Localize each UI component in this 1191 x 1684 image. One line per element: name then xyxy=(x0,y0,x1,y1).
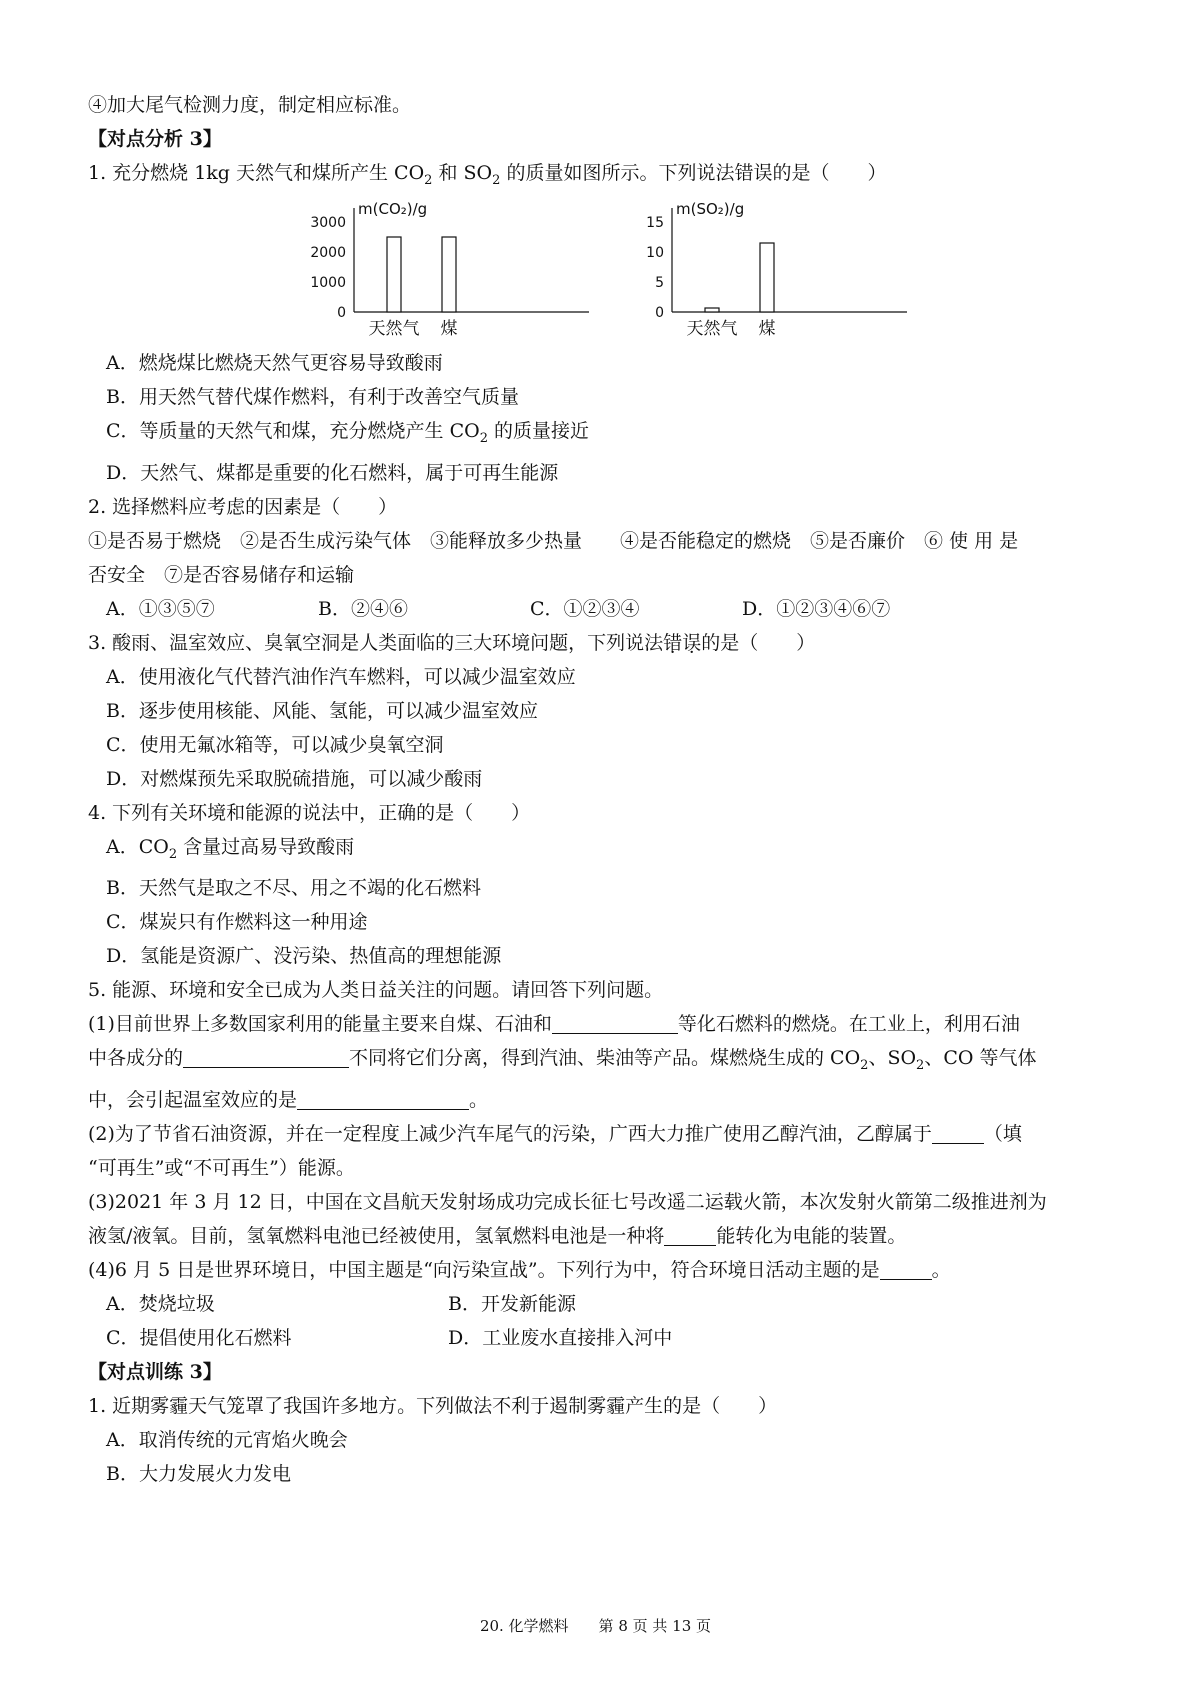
option-c: C．使用无氟冰箱等，可以减少臭氧空洞 xyxy=(106,733,444,756)
bar xyxy=(705,308,719,312)
option-c: C．①②③④ xyxy=(530,597,640,620)
training-question-1: 1. 近期雾霾天气笼罩了我国许多地方。下列做法不利于遏制雾霾产生的是（ ） xyxy=(88,1395,778,1418)
category-label: 天然气 xyxy=(368,318,420,339)
category-label: 天然气 xyxy=(686,318,738,339)
question-5-options xyxy=(88,1287,1128,1321)
question-5-part-3: (3)2021 年 3 月 12 日，中国在文昌航天发射场成功完成长征七号改遥二运载火箭，本次发射火箭第二级推进剂为 xyxy=(88,1191,1047,1214)
section-heading-analysis: 【对点分析 3】 xyxy=(88,128,222,150)
category-label: 煤 xyxy=(440,318,458,339)
question-4: 4. 下列有关环境和能源的说法中，正确的是（ ） xyxy=(88,801,531,824)
category-label: 煤 xyxy=(758,318,776,339)
y-axis-label: m(CO₂)/g xyxy=(358,199,428,218)
answer-blank[interactable] xyxy=(552,1011,678,1034)
y-tick-label: 1000 xyxy=(310,274,346,291)
question-5-part-4: (4)6 月 5 日是世界环境日，中国主题是“向污染宣战”。下列行为中，符合环境日活动主题的是 。 xyxy=(88,1259,951,1282)
y-axis-label: m(SO₂)/g xyxy=(676,199,745,218)
y-tick-label: 2000 xyxy=(310,244,346,261)
page-footer: 20. 化学燃料 第 8 页 共 13 页 xyxy=(479,1617,712,1635)
option-c: C．提倡使用化石燃料 xyxy=(106,1327,292,1350)
question-3: 3. 酸雨、温室效应、臭氧空洞是人类面临的三大环境问题，下列说法错误的是（ ） xyxy=(88,631,816,654)
answer-blank[interactable] xyxy=(664,1223,716,1246)
bar-charts xyxy=(88,198,1128,346)
option-b: B．开发新能源 xyxy=(448,1293,576,1316)
y-tick-label: 3000 xyxy=(310,214,346,231)
option-c: C．等质量的天然气和煤，充分燃烧产生 $CO_2$ 的质量接近 xyxy=(106,419,590,446)
co2-bar-chart xyxy=(299,200,599,340)
question-5-options xyxy=(88,1321,1128,1355)
option-a: A．燃烧煤比燃烧天然气更容易导致酸雨 xyxy=(106,351,443,374)
option-b: B．天然气是取之不尽、用之不竭的化石燃料 xyxy=(106,877,481,900)
question-1: 1. 充分燃烧 1kg 天然气和煤所产生 $CO_2$ 和 $SO_2$ 的质量如图所示。下列说法错误的是（ ） xyxy=(88,162,887,188)
document-page xyxy=(88,88,1128,1491)
question-2: 2. 选择燃料应考虑的因素是（ ） xyxy=(88,495,398,518)
question-5-part-1-cont: 中各成分的 不同将它们分离，得到汽油、柴油等产品。煤燃烧生成的 $CO_2$、$SO_2$、CO 等气体 xyxy=(88,1047,1037,1074)
option-b: B．用天然气替代煤作燃料，有利于改善空气质量 xyxy=(106,385,519,408)
text-line: ④加大尾气检测力度，制定相应标准。 xyxy=(88,94,412,116)
y-tick-label: 5 xyxy=(655,274,664,291)
question-2-items: ①是否易于燃烧 ②是否生成污染气体 ③能释放多少热量 ④是否能稳定的燃烧 ⑤是否廉价 ⑥ 使 用 是 xyxy=(88,529,1019,552)
option-a: A．①③⑤⑦ xyxy=(106,597,215,620)
question-2-options xyxy=(88,592,1128,626)
option-d: D．工业废水直接排入河中 xyxy=(448,1327,673,1350)
bar xyxy=(760,243,774,312)
y-tick-label: 0 xyxy=(655,304,664,321)
option-d: D．天然气、煤都是重要的化石燃料，属于可再生能源 xyxy=(106,461,559,484)
option-b: B．②④⑥ xyxy=(318,597,408,620)
question-5-part-1-cont: 中，会引起温室效应的是 。 xyxy=(88,1089,489,1112)
section-heading-training: 【对点训练 3】 xyxy=(88,1361,222,1384)
question-5-part-2-cont: “可再生”或“不可再生”）能源。 xyxy=(88,1157,355,1180)
option-a: A．使用液化气代替汽油作汽车燃料，可以减少温室效应 xyxy=(106,665,576,688)
y-tick-label: 10 xyxy=(646,244,664,261)
option-a: A．取消传统的元宵焰火晚会 xyxy=(106,1429,348,1452)
question-5-part-1: (1)目前世界上多数国家利用的能量主要来自煤、石油和 等化石燃料的燃烧。在工业上，利用石油 xyxy=(88,1013,1020,1036)
question-5-part-3-cont: 液氢/液氧。目前，氢氧燃料电池已经被使用，氢氧燃料电池是一种将 能转化为电能的装置。 xyxy=(88,1225,907,1248)
option-a: A．焚烧垃圾 xyxy=(106,1293,215,1316)
answer-blank[interactable] xyxy=(297,1087,469,1110)
answer-blank[interactable] xyxy=(932,1121,984,1144)
option-c: C．煤炭只有作燃料这一种用途 xyxy=(106,911,368,934)
question-5-part-2: (2)为了节省石油资源，并在一定程度上减少汽车尾气的污染，广西大力推广使用乙醇汽油，乙醇属于 （填 xyxy=(88,1123,1022,1146)
bar xyxy=(387,237,401,312)
y-tick-label: 15 xyxy=(646,214,664,231)
question-2-items: 否安全 ⑦是否容易储存和运输 xyxy=(88,563,355,586)
option-b: B．逐步使用核能、风能、氢能，可以减少温室效应 xyxy=(106,699,538,722)
answer-blank[interactable] xyxy=(183,1045,349,1068)
option-b: B．大力发展火力发电 xyxy=(106,1463,291,1486)
so2-bar-chart xyxy=(617,200,917,340)
answer-blank[interactable] xyxy=(880,1257,932,1280)
question-5: 5. 能源、环境和安全已成为人类日益关注的问题。请回答下列问题。 xyxy=(88,979,664,1002)
bar xyxy=(442,237,456,312)
option-d: D．①②③④⑥⑦ xyxy=(742,597,891,620)
option-d: D．对燃煤预先采取脱硫措施，可以减少酸雨 xyxy=(106,767,483,790)
option-a: A．$CO_2$ 含量过高易导致酸雨 xyxy=(106,835,355,862)
y-tick-label: 0 xyxy=(337,304,346,321)
option-d: D．氢能是资源广、没污染、热值高的理想能源 xyxy=(106,945,502,968)
